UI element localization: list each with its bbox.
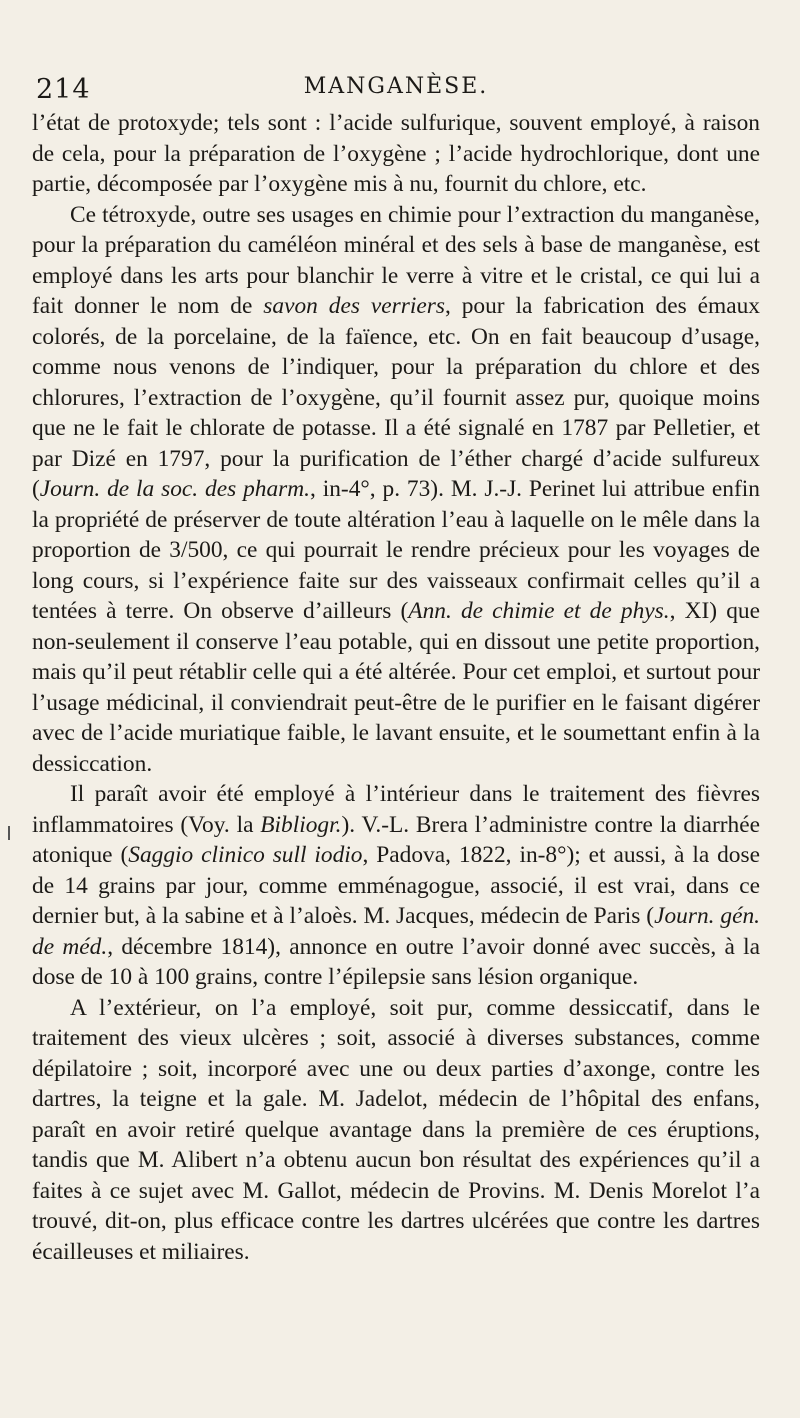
- margin-mark: [8, 826, 10, 840]
- italic-citation: savon des verriers: [263, 293, 445, 319]
- text-run: , XI) que non-seulement il conserve l’eau potable, qui en dissout une petite proportion, mais qu’il peut rétablir celle qui a été altérée. Pour cet emploi, et surtout pour l’usage médicinal, il conviendrait peut-être de le purifier en le faisant digérer avec de l’acide muriatique faible, le lavant ensuite, et le soumettant enfin à la dessiccation.: [32, 598, 760, 777]
- paragraph-p4: [32, 993, 760, 1268]
- italic-citation: Ann. de chimie et de phys.: [408, 598, 670, 624]
- text-run: ). V.-L. Brera l’administre contre la diarrhée atonique (: [32, 811, 760, 868]
- paragraph-p3: [32, 779, 760, 993]
- running-head: MANGANÈSE.: [303, 74, 489, 99]
- page-header: [32, 68, 760, 108]
- text-run: Il paraît avoir été employé à l’intérieur dans le traitement des fièvres inflammatoires (Voy. la: [32, 781, 760, 838]
- paragraph-p2: [32, 200, 760, 780]
- text-run: , in-4°, p. 73). M. J.-J. Perinet lui attribue enfin la propriété de préserver de toute altération l’eau à laquelle on le mêle dans la proportion de 3/500, ce qui pourrait le rendre précieux pour les voyages de long cours, si l’expérience faite sur des vaisseaux confirmait celles qu’il a tentées à terre. On observe d’ailleurs (: [32, 476, 760, 624]
- body-text: [32, 108, 760, 1267]
- text-run: A l’extérieur, on l’a employé, soit pur, comme dessiccatif, dans le traitement des vieux ulcères ; soit, associé à diverses substances, comme dépilatoire ; soit, incorporé avec une ou deux parties d’axonge, contre les dartres, la teigne et la gale. M. Jadelot, médecin de l’hôpital des enfans, paraît en avoir retiré quelque avantage dans la première de ces éruptions, tandis que M. Alibert n’a obtenu aucun bon résultat des expériences qu’il a faites à ce sujet avec M. Gallot, médecin de Provins. M. Denis Morelot l’a trouvé, dit-on, plus efficace contre les dartres ulcérées que contre les dartres écailleuses et miliaires.: [32, 994, 760, 1265]
- text-run: , pour la fabrication des émaux colorés, de la porcelaine, de la faïence, etc. On en fait beaucoup d’usage, comme nous venons de l’indiquer, pour la préparation du chlore et des chlorures, l’extraction de l’oxygène, qu’il fournit assez pur, quoique moins que ne le fait le chlorate de potasse. Il a été signalé en 1787 par Pelletier, et par Dizé en 1797, pour la purification de l’éther chargé d’acide sulfureux (: [32, 293, 760, 502]
- page-number: 214: [36, 74, 91, 105]
- italic-citation: Journ. de la soc. des pharm.: [39, 476, 311, 502]
- text-run: l’état de protoxyde; tels sont : l’acide sulfurique, souvent employé, à raison de cela, pour la préparation de l’oxygène ; l’acide hydrochlorique, dont une partie, décomposée par l’oxygène mis à nu, fournit du chlore, etc.: [32, 110, 760, 197]
- italic-citation: Saggio clinico sull iodio: [128, 842, 363, 868]
- text-run: , décembre 1814), annonce en outre l’avoir donné avec succès, à la dose de 10 à 100 grains, contre l’épilepsie sans lésion organique.: [32, 933, 760, 990]
- italic-citation: Bibliogr.: [260, 811, 342, 838]
- text-run: , Padova, 1822, in-8°); et aussi, à la dose de 14 grains par jour, comme emménagogue, associé, il est vrai, dans ce dernier but, à la sabine et à l’aloès. M. Jacques, médecin de Paris (: [32, 842, 760, 929]
- italic-citation: Journ. gén. de méd.: [32, 903, 761, 960]
- text-run: Ce tétroxyde, outre ses usages en chimie pour l’extraction du manganèse, pour la préparation du caméléon minéral et des sels à base de manganèse, est employé dans les arts pour blanchir le verre à vitre et le cristal, ce qui lui a fait donner le nom de: [32, 201, 760, 319]
- paragraph-p1: [32, 108, 760, 200]
